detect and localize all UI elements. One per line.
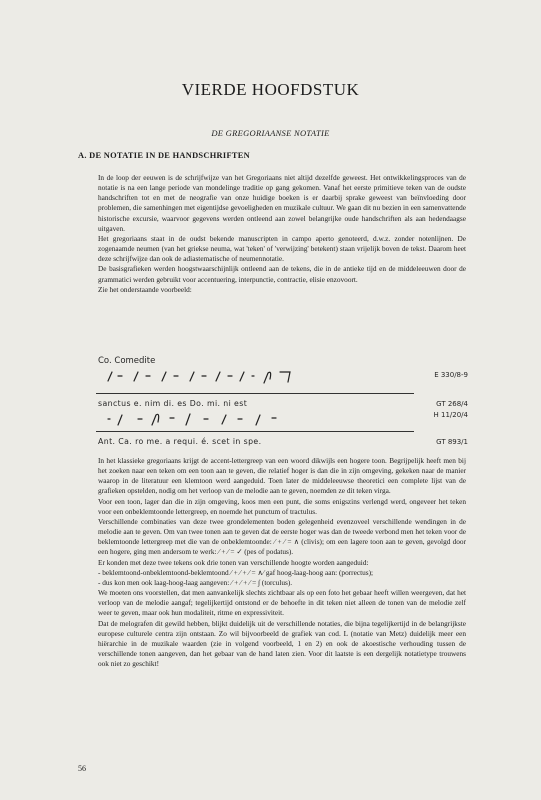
- example-ref-bottom: GT 893/1: [436, 438, 468, 446]
- chapter-title: VIERDE HOOFDSTUK: [181, 80, 360, 99]
- paragraph: Verschillende combinaties van deze twee grondelementen boden gelegenheid evenzoveel verschillende wendingen in de melodie aan te geven. Om van twee tonen aan te geven dat de eerste hoger was dan de tweede verbond men het teken voor de beklemtoonde lettergreep met die van de onbeklemtoonde: ⁄ + ⁄ = ∧ (clivis); om een lagere toon aan te geven, gevolgd door een hogere, ging men andersom te werk: ⁄ + ⁄ = ✓ (pes of podatus).: [98, 516, 466, 557]
- paragraph: - beklemtoond-onbeklemtoond-beklemtoond ⁄ + ⁄ + ⁄ = ∧⁄ gaf hoog-laag-hoog aan: (porrectus);: [98, 567, 374, 577]
- paragraph: In het klassieke gregoriaans krijgt de accent-lettergreep van een woord dikwijls een hogere toon. Begrijpelijk heeft men bij het zoeken naar een teken om een toon aan te geven, die relatief hoger is dan die in zijn omgeving, gekeken naar de manier waarop in de literatuur een klemtoon werd aangeduid. Toen later de middeleeuwse theoretici een complete lijst van de grafieken opstelden, nodig om het verloop van de melodie aan te geven, noemden ze dit teken virga.: [98, 456, 466, 496]
- section-title: DE GREGORIAANSE NOTATIE: [211, 128, 330, 138]
- body-text: [98, 456, 466, 669]
- paragraph: Zie het onderstaande voorbeeld:: [98, 284, 192, 294]
- paragraph: Dat de melografen dit gewild hebben, blijkt duidelijk uit de verschillende notaties, die bijna tegelijkertijd in de belangrijkste europese culturele centra zijn ontstaan. Zo wil bijvoorbeeld de grafiek van cod. L (notatie van Metz) duidelijk meer een hiërarchie in de muzikale waarden (zie in volgend voorbeeld, 1 en 2) en ook de akoestische verhouding tussen de verschillende tonen aangeven, dan het gebaar van de hand laten zien. Voor dit laatste is een dergelijk notatietype trouwens ook niet zo geschikt!: [98, 618, 466, 669]
- intro-text: [98, 173, 466, 295]
- paragraph: Er konden met deze twee tekens ook drie tonen van verschillende hoogte worden aangeduid:: [98, 557, 369, 567]
- page-number: 56: [78, 764, 86, 773]
- neume-notation: [104, 409, 304, 429]
- subsection-title: A. DE NOTATIE IN DE HANDSCHRIFTEN: [78, 151, 250, 160]
- example-label: Co. Comedite: [98, 356, 156, 366]
- paragraph: Het gregoriaans staat in de oudst bekende manuscripten in campo aperto genoteerd, d.w.z. zonder notenlijnen. De zogenaamde neumen (van het griekse neuma, wat 'teken' of 'verwijzing' betekent) staan vrijelijk boven de tekst. Daarom heet deze schrijfwijze dan ook de adiastematische of neumennotatie.: [98, 233, 466, 264]
- paragraph: In de loop der eeuwen is de schrijfwijze van het Gregoriaans niet altijd dezelfde geweest. Het ontwikkelingsproces van de notatie is na een lange periode van mondelinge traditie op gang gekomen. Vanaf het eerste primitieve teken van de oudste handschriften tot en met de neografie van onze huidige boeken is er daarbij sprake geweest van beïnvloeding door problemen, die samenhingen met eigentijdse gevoeligheden en muzikale cultuur. We gaan dit nu bezien in een samenvattende historische excursie, waarvoor gegevens werden ontleend aan zowel belangrijke oude handschriften als aan hedendaagse uitgaven.: [98, 173, 466, 233]
- example-ref-bottom: GT 268/4: [436, 400, 468, 408]
- example-lyrics: sanctus e. nim di. es Do. mi. ni est: [98, 399, 248, 408]
- staff-line: [96, 431, 414, 432]
- neume-notation: [104, 367, 304, 387]
- staff-line: [96, 393, 414, 394]
- music-example-2-lyrics: [96, 437, 468, 451]
- paragraph: De basisgrafieken werden hoogstwaarschijnlijk ontleend aan de tekens, die in de antieke tijd en de middeleeuwen door de grammatici werden gebruikt voor accentuering, interpunctie, contractie, elisie enzovoort.: [98, 264, 466, 284]
- music-example-1-block: [96, 357, 468, 397]
- paragraph: We moeten ons voorstellen, dat men aanvankelijk slechts zichtbaar als op een foto het gebaar heeft willen weergeven, dat het verloop van de melodie aangaf; tegelijkertijd ontstond er de behoefte in dit teken niet alleen de tonen van de melodie zelf weer te geven, maar ook hun modaliteit, ritme en expressiviteit.: [98, 588, 466, 618]
- paragraph: Voor een toon, lager dan die in zijn omgeving, koos men een punt, die soms enigszins verlengd werd, ongeveer het teken voor een onbeklemtoonde lettergreep, en noemde het punctum of tractulus.: [98, 496, 466, 516]
- example-ref-top: H 11/20/4: [433, 411, 468, 419]
- example-lyrics: Ant. Ca. ro me. a requi. é. scet in spe.: [98, 437, 262, 446]
- example-ref-top: E 330/8-9: [434, 371, 468, 379]
- paragraph: - dus kon men ook laag-hoog-laag aangeven: ⁄ + ⁄ + ⁄ = ∫ (torculus).: [98, 577, 293, 587]
